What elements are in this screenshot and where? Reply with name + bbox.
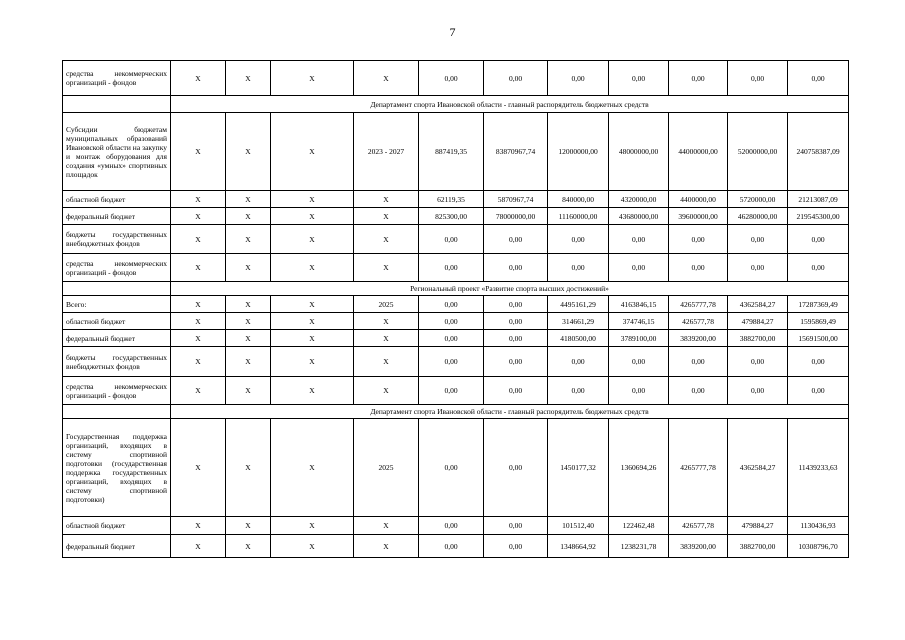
- table-row: [63, 330, 849, 347]
- value-cell: 39600000,00: [669, 208, 728, 225]
- value-cell: 0,00: [419, 61, 484, 96]
- value-cell: 0,00: [548, 61, 609, 96]
- value-cell: 5720000,00: [728, 191, 788, 208]
- value-cell: X: [171, 377, 226, 405]
- value-cell: 1360694,26: [609, 419, 669, 517]
- value-cell: 15691500,00: [788, 330, 849, 347]
- section-header-cell: Департамент спорта Ивановской области - главный распорядитель бюджетных средств: [171, 405, 849, 419]
- row-label-cell: областной бюджет: [63, 191, 171, 208]
- value-cell: X: [354, 535, 419, 558]
- value-cell: 0,00: [788, 377, 849, 405]
- value-cell: X: [271, 347, 354, 377]
- value-cell: X: [226, 191, 271, 208]
- value-cell: 0,00: [669, 61, 728, 96]
- value-cell: 0,00: [609, 225, 669, 254]
- value-cell: 0,00: [484, 296, 548, 313]
- value-cell: 3882700,00: [728, 535, 788, 558]
- value-cell: X: [271, 208, 354, 225]
- table-row: [63, 208, 849, 225]
- value-cell: 122462,48: [609, 517, 669, 535]
- value-cell: 2025: [354, 419, 419, 517]
- value-cell: X: [271, 330, 354, 347]
- section-header-cell: Региональный проект «Развитие спорта высших достижений»: [171, 282, 849, 296]
- value-cell: X: [226, 225, 271, 254]
- value-cell: 2023 - 2027: [354, 113, 419, 191]
- value-cell: 0,00: [484, 377, 548, 405]
- value-cell: 11160000,00: [548, 208, 609, 225]
- value-cell: 2025: [354, 296, 419, 313]
- value-cell: X: [226, 535, 271, 558]
- value-cell: X: [354, 225, 419, 254]
- value-cell: 0,00: [484, 61, 548, 96]
- table-row: [63, 535, 849, 558]
- value-cell: 10308796,70: [788, 535, 849, 558]
- value-cell: 0,00: [548, 377, 609, 405]
- value-cell: X: [354, 191, 419, 208]
- value-cell: 825300,00: [419, 208, 484, 225]
- value-cell: X: [226, 208, 271, 225]
- section-header-row: [63, 282, 849, 296]
- value-cell: X: [226, 313, 271, 330]
- value-cell: X: [171, 313, 226, 330]
- row-label-cell: бюджеты государственных внебюджетных фондов: [63, 347, 171, 377]
- value-cell: 374746,15: [609, 313, 669, 330]
- value-cell: 0,00: [728, 61, 788, 96]
- value-cell: 101512,40: [548, 517, 609, 535]
- section-header-row: [63, 96, 849, 113]
- value-cell: 1238231,78: [609, 535, 669, 558]
- row-label-cell: Государственная поддержка организаций, входящих в систему спортивной подготовки (государственная поддержка государственных организаций, входящих в систему спортивной подготовки): [63, 419, 171, 517]
- value-cell: 0,00: [728, 254, 788, 282]
- value-cell: 887419,35: [419, 113, 484, 191]
- value-cell: X: [271, 296, 354, 313]
- value-cell: 0,00: [669, 254, 728, 282]
- row-label-cell: бюджеты государственных внебюджетных фондов: [63, 225, 171, 254]
- table-row: [63, 113, 849, 191]
- value-cell: 5870967,74: [484, 191, 548, 208]
- value-cell: 479884,27: [728, 313, 788, 330]
- row-label-cell: Субсидии бюджетам муниципальных образований Ивановской области на закупку и монтаж оборудования для создания «умных» спортивных площадок: [63, 113, 171, 191]
- value-cell: X: [171, 191, 226, 208]
- value-cell: X: [226, 254, 271, 282]
- value-cell: X: [271, 191, 354, 208]
- value-cell: X: [226, 61, 271, 96]
- row-label-cell: федеральный бюджет: [63, 535, 171, 558]
- value-cell: 17287369,49: [788, 296, 849, 313]
- value-cell: 426577,78: [669, 517, 728, 535]
- section-header-row: [63, 405, 849, 419]
- value-cell: 0,00: [419, 419, 484, 517]
- value-cell: X: [171, 330, 226, 347]
- value-cell: 1595869,49: [788, 313, 849, 330]
- value-cell: 1450177,32: [548, 419, 609, 517]
- value-cell: 0,00: [728, 225, 788, 254]
- table-row: [63, 225, 849, 254]
- value-cell: X: [271, 254, 354, 282]
- budget-table: [62, 60, 849, 558]
- value-cell: 3839200,00: [669, 535, 728, 558]
- row-label-cell: областной бюджет: [63, 313, 171, 330]
- value-cell: 0,00: [419, 254, 484, 282]
- value-cell: 0,00: [484, 347, 548, 377]
- value-cell: X: [171, 535, 226, 558]
- value-cell: 219545300,00: [788, 208, 849, 225]
- value-cell: 4180500,00: [548, 330, 609, 347]
- value-cell: 0,00: [788, 347, 849, 377]
- value-cell: 0,00: [788, 225, 849, 254]
- table-row: [63, 419, 849, 517]
- value-cell: 240758387,09: [788, 113, 849, 191]
- value-cell: 4265777,78: [669, 296, 728, 313]
- value-cell: X: [271, 517, 354, 535]
- value-cell: 4320000,00: [609, 191, 669, 208]
- value-cell: X: [226, 517, 271, 535]
- value-cell: X: [171, 254, 226, 282]
- value-cell: 0,00: [484, 225, 548, 254]
- row-label-cell: [63, 282, 171, 296]
- value-cell: 840000,00: [548, 191, 609, 208]
- value-cell: 0,00: [419, 347, 484, 377]
- value-cell: X: [226, 113, 271, 191]
- row-label-cell: областной бюджет: [63, 517, 171, 535]
- table-row: [63, 296, 849, 313]
- value-cell: 0,00: [788, 254, 849, 282]
- value-cell: X: [354, 377, 419, 405]
- value-cell: 0,00: [609, 347, 669, 377]
- value-cell: 48000000,00: [609, 113, 669, 191]
- value-cell: 46280000,00: [728, 208, 788, 225]
- value-cell: 0,00: [484, 419, 548, 517]
- value-cell: 0,00: [788, 61, 849, 96]
- table-row: [63, 377, 849, 405]
- value-cell: 0,00: [548, 254, 609, 282]
- value-cell: 0,00: [548, 347, 609, 377]
- value-cell: X: [171, 347, 226, 377]
- value-cell: 0,00: [484, 517, 548, 535]
- row-label-cell: средства некоммерческих организаций - фондов: [63, 377, 171, 405]
- value-cell: X: [226, 347, 271, 377]
- row-label-cell: федеральный бюджет: [63, 208, 171, 225]
- value-cell: X: [354, 313, 419, 330]
- value-cell: 0,00: [728, 347, 788, 377]
- value-cell: 21213087,09: [788, 191, 849, 208]
- value-cell: 4265777,78: [669, 419, 728, 517]
- value-cell: 4495161,29: [548, 296, 609, 313]
- table-row: [63, 61, 849, 96]
- value-cell: 0,00: [419, 377, 484, 405]
- value-cell: X: [226, 296, 271, 313]
- value-cell: X: [226, 330, 271, 347]
- value-cell: 0,00: [419, 313, 484, 330]
- value-cell: 0,00: [419, 517, 484, 535]
- row-label-cell: федеральный бюджет: [63, 330, 171, 347]
- value-cell: X: [171, 113, 226, 191]
- value-cell: X: [354, 347, 419, 377]
- value-cell: X: [171, 517, 226, 535]
- row-label-cell: [63, 405, 171, 419]
- value-cell: 479884,27: [728, 517, 788, 535]
- row-label-cell: средства некоммерческих организаций - фондов: [63, 61, 171, 96]
- value-cell: 314661,29: [548, 313, 609, 330]
- value-cell: 0,00: [419, 225, 484, 254]
- value-cell: 0,00: [419, 535, 484, 558]
- value-cell: 83870967,74: [484, 113, 548, 191]
- value-cell: 78000000,00: [484, 208, 548, 225]
- value-cell: 4163846,15: [609, 296, 669, 313]
- value-cell: 0,00: [419, 330, 484, 347]
- value-cell: 62119,35: [419, 191, 484, 208]
- value-cell: 0,00: [548, 225, 609, 254]
- row-label-cell: средства некоммерческих организаций - фондов: [63, 254, 171, 282]
- value-cell: 0,00: [609, 254, 669, 282]
- value-cell: 0,00: [609, 377, 669, 405]
- value-cell: 0,00: [609, 61, 669, 96]
- value-cell: 0,00: [484, 330, 548, 347]
- section-header-cell: Департамент спорта Ивановской области - главный распорядитель бюджетных средств: [171, 96, 849, 113]
- value-cell: 3839200,00: [669, 330, 728, 347]
- value-cell: 0,00: [484, 254, 548, 282]
- value-cell: X: [171, 225, 226, 254]
- value-cell: 52000000,00: [728, 113, 788, 191]
- value-cell: 4400000,00: [669, 191, 728, 208]
- value-cell: 44000000,00: [669, 113, 728, 191]
- value-cell: X: [171, 296, 226, 313]
- row-label-cell: Всего:: [63, 296, 171, 313]
- value-cell: 1130436,93: [788, 517, 849, 535]
- value-cell: 12000000,00: [548, 113, 609, 191]
- table-row: [63, 347, 849, 377]
- value-cell: X: [271, 535, 354, 558]
- value-cell: 0,00: [484, 313, 548, 330]
- value-cell: X: [226, 419, 271, 517]
- value-cell: 0,00: [484, 535, 548, 558]
- value-cell: X: [271, 113, 354, 191]
- table-row: [63, 254, 849, 282]
- table-row: [63, 313, 849, 330]
- page-number: 7: [449, 25, 456, 39]
- value-cell: 426577,78: [669, 313, 728, 330]
- value-cell: 43680000,00: [609, 208, 669, 225]
- value-cell: 0,00: [728, 377, 788, 405]
- value-cell: X: [354, 208, 419, 225]
- value-cell: X: [226, 377, 271, 405]
- table-row: [63, 191, 849, 208]
- value-cell: X: [354, 517, 419, 535]
- value-cell: 4362584,27: [728, 296, 788, 313]
- value-cell: X: [271, 313, 354, 330]
- value-cell: 11439233,63: [788, 419, 849, 517]
- value-cell: X: [271, 377, 354, 405]
- value-cell: X: [171, 208, 226, 225]
- table-row: [63, 517, 849, 535]
- value-cell: 4362584,27: [728, 419, 788, 517]
- value-cell: 0,00: [669, 377, 728, 405]
- value-cell: 0,00: [669, 225, 728, 254]
- value-cell: X: [271, 61, 354, 96]
- value-cell: 1348664,92: [548, 535, 609, 558]
- value-cell: 0,00: [669, 347, 728, 377]
- value-cell: X: [354, 254, 419, 282]
- value-cell: 0,00: [419, 296, 484, 313]
- value-cell: X: [354, 61, 419, 96]
- value-cell: 3789100,00: [609, 330, 669, 347]
- value-cell: X: [354, 330, 419, 347]
- value-cell: X: [271, 419, 354, 517]
- row-label-cell: [63, 96, 171, 113]
- value-cell: 3882700,00: [728, 330, 788, 347]
- value-cell: X: [171, 419, 226, 517]
- value-cell: X: [171, 61, 226, 96]
- value-cell: X: [271, 225, 354, 254]
